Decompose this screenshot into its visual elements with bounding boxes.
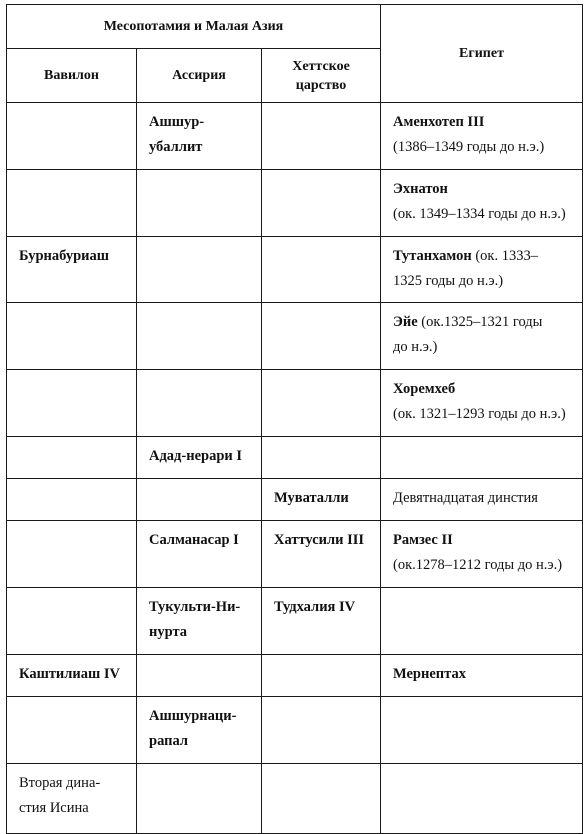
cell-assyria [137,103,262,170]
cell-hittite [262,237,381,303]
ruler-name: Мернептах [393,666,466,682]
cell-hittite [262,170,381,237]
cell-assyria [137,697,262,764]
egypt-line2: до н.э.) [393,339,438,355]
egypt-line1 [393,110,570,135]
table-row [7,437,583,479]
egypt-line1 [393,310,570,335]
ruler-name: Бурнабуриаш [19,248,110,264]
ruler-name: Тукульти-Ни- [149,599,241,615]
table-row [7,170,583,237]
cell-hittite [262,521,381,588]
egypt-line2: (ок. 1349–1334 годы до н.э.) [393,206,566,222]
ruler-name: нурта [149,624,188,640]
ruler-name: Эйе [393,314,418,330]
ruler-name: Каштилиаш IV [19,666,121,682]
cell-egypt [381,479,583,521]
ruler-dates: Девятнадцатая динстия [393,490,538,506]
ruler-name: Тудхалия IV [274,599,356,615]
cell-babylon [7,103,137,170]
header-hittite-line2: царство [295,77,347,93]
cell-assyria [137,303,262,370]
ruler-name: убаллит [149,139,203,155]
header-hittite [262,49,381,103]
cell-egypt [381,437,583,479]
cell-egypt [381,370,583,437]
ruler-name: рапал [149,733,188,749]
cell-assyria [137,237,262,303]
cell-egypt [381,697,583,764]
header-babylon: Вавилон [7,49,137,103]
egypt-line2: (ок.1278–1212 годы до н.э.) [393,557,563,573]
ruler-name: Адад-нерари I [149,448,243,464]
header-assyria: Ассирия [137,49,262,103]
cell-egypt [381,170,583,237]
cell-hittite [262,303,381,370]
ruler-name: Салманасар I [149,532,239,548]
cell-hittite [262,479,381,521]
table-row [7,479,583,521]
cell-assyria [137,170,262,237]
ruler-name: Эхнатон [393,181,448,197]
header-hittite-line1: Хеттское [292,58,350,74]
ruler-name: Муваталли [274,490,349,506]
ruler-dates: (ок.1325–1321 годы [417,314,543,330]
egypt-line1 [393,244,570,269]
cell-egypt [381,588,583,655]
cell-babylon [7,170,137,237]
cell-egypt [381,303,583,370]
cell-hittite [262,437,381,479]
cell-babylon [7,697,137,764]
ruler-name: Аменхотеп III [393,114,485,130]
egypt-line2: (ок. 1321–1293 годы до н.э.) [393,406,566,422]
cell-assyria [137,588,262,655]
egypt-line1 [393,177,570,202]
header-egypt: Египет [381,5,583,103]
cell-babylon [7,303,137,370]
cell-egypt [381,237,583,303]
egypt-line1 [393,377,570,402]
cell-hittite [262,655,381,697]
table-row [7,303,583,370]
cell-egypt [381,103,583,170]
cell-hittite [262,697,381,764]
ruler-name: Хаттусили III [274,532,365,548]
table-row [7,103,583,170]
cell-hittite [262,764,381,834]
table-row [7,370,583,437]
egypt-line2: (1386–1349 годы до н.э.) [393,139,545,155]
header-mesopotamia: Месопотамия и Малая Азия [7,5,381,49]
ruler-name: Рамзес II [393,532,453,548]
cell-babylon [7,370,137,437]
cell-babylon [7,479,137,521]
cell-assyria [137,655,262,697]
cell-line: Вторая дина- [19,775,101,791]
cell-assyria [137,521,262,588]
ruler-name: Ашшурнаци- [149,708,237,724]
egypt-line2: 1325 годы до н.э.) [393,273,504,289]
cell-babylon [7,237,137,303]
cell-babylon [7,764,137,834]
cell-babylon [7,437,137,479]
cell-babylon [7,521,137,588]
cell-hittite [262,370,381,437]
chronology-table [6,4,583,834]
table-row [7,521,583,588]
ruler-dates: (ок. 1333– [471,248,538,264]
cell-egypt [381,521,583,588]
egypt-line1 [393,662,570,687]
ruler-name: Хоремхеб [393,381,456,397]
cell-line: стия Исина [19,800,89,816]
cell-hittite [262,103,381,170]
cell-egypt [381,655,583,697]
ruler-name: Ашшур- [149,114,205,130]
cell-hittite [262,588,381,655]
cell-babylon [7,655,137,697]
cell-assyria [137,764,262,834]
cell-assyria [137,479,262,521]
table-row [7,697,583,764]
cell-assyria [137,370,262,437]
egypt-line1 [393,528,570,553]
table-row [7,237,583,303]
ruler-name: Тутанхамон [393,248,472,264]
table-row [7,588,583,655]
egypt-line1 [393,486,570,511]
cell-babylon [7,588,137,655]
table-row [7,655,583,697]
table-row [7,764,583,834]
cell-assyria [137,437,262,479]
cell-egypt [381,764,583,834]
